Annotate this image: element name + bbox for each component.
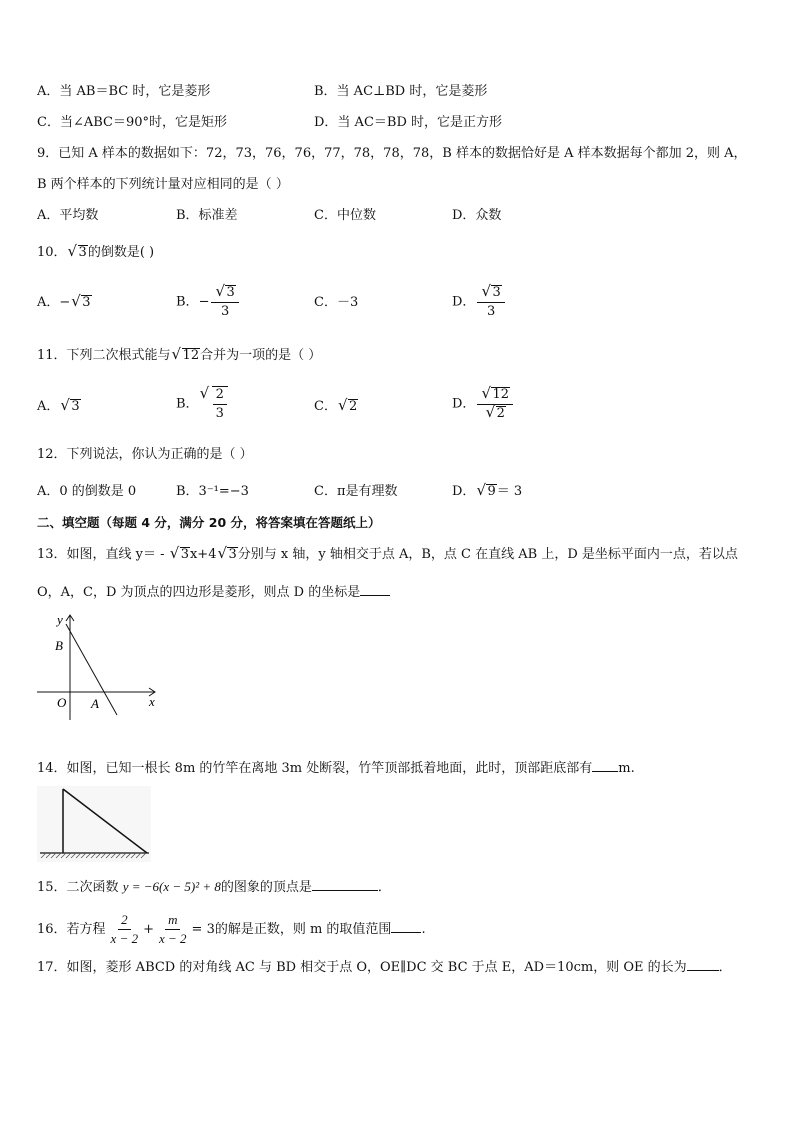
q8-option-d: D．当 AC＝BD 时，它是正方形	[314, 115, 502, 130]
q11-option-d: D． √ 12 √ 2	[452, 387, 515, 422]
q12-option-c: C．π是有理数	[314, 484, 398, 499]
q10-stem: 10．√ 3的倒数是( )	[37, 244, 154, 262]
q14-stem: 14．如图，已知一根长 8m 的竹竿在离地 3m 处断裂，竹竿顶部抵着地面，此时，顶部距底部有 m.	[37, 761, 635, 776]
q11-option-c: C．√ 2	[314, 398, 358, 416]
q12-option-b: B．3⁻¹=−3	[176, 484, 249, 499]
q8-option-a: A．当 AB＝BC 时，它是菱形	[37, 84, 211, 99]
q10-option-a: A．−√ 3	[37, 294, 92, 312]
q10-option-c: C．－3	[314, 295, 359, 310]
q13-coordinate-figure	[37, 610, 162, 722]
q10-number: 10．	[37, 245, 67, 260]
q9-option-b: B．标准差	[176, 208, 238, 223]
q15-formula: y = −6(x − 5)² + 8	[122, 879, 221, 894]
q9-option-d: D．众数	[452, 208, 502, 223]
q13-stem-line2: O，A，C，D 为顶点的四边形是菱形，则点 D 的坐标是	[37, 583, 390, 602]
q14-bamboo-figure	[37, 786, 151, 862]
q17-stem: 17．如图，菱形 ABCD 的对角线 AC 与 BD 相交于点 O，OE∥DC 交 BC 于点 E，AD＝10cm，则 OE 的长为 ．	[37, 960, 732, 975]
q11-option-b: B． √ $\frac{2}{3}$	[176, 386, 228, 422]
q11-option-a: A．√ 3	[37, 398, 81, 416]
q8-option-b: B．当 AC⊥BD 时，它是菱形	[314, 84, 488, 99]
q12-stem: 12．下列说法，你认为正确的是（ ）	[37, 447, 253, 462]
q8-option-c: C．当∠ABC＝90°时，它是矩形	[37, 115, 228, 130]
answer-blank[interactable]	[687, 958, 719, 971]
q16-stem: 16．若方程 $\frac{2}{x - 2}$ + $\frac{m}{x - 2}$ = 3的解是正数，则 m 的取值范围 .	[37, 912, 426, 946]
q13-stem-line1: 13．如图，直线 y＝ - √ 3x+4√ 3分别与 x 轴，y 轴相交于点 A，B，点 C 在直线 AB 上，D 是坐标平面内一点，若以点	[37, 546, 738, 564]
answer-blank[interactable]	[592, 759, 618, 772]
q15-stem: 15．二次函数 y = −6(x − 5)² + 8的图象的顶点是 ．	[37, 879, 391, 895]
point-a-label: A	[91, 696, 99, 711]
point-b-label: B	[55, 638, 63, 653]
q10-option-b: B．− √ $\frac{3}{3}$	[176, 285, 241, 320]
answer-blank[interactable]	[391, 920, 421, 933]
q9-stem-line1: 9．已知 A 样本的数据如下：72，73，76，76，77，78，78，78，B 样本的数据恰好是 A 样本数据每个都加 2，则 A，	[37, 146, 747, 161]
origin-label: O	[57, 695, 67, 710]
sqrt-symbol: √ 3	[69, 244, 88, 262]
q9-stem-line2: B 两个样本的下列统计量对应相同的是（ ）	[37, 177, 289, 192]
figure-background	[37, 786, 151, 862]
answer-blank[interactable]	[360, 583, 390, 596]
q12-option-d: D．√ 9＝ 3	[452, 483, 522, 501]
answer-blank[interactable]	[312, 878, 378, 891]
q9-option-a: A．平均数	[37, 208, 99, 223]
x-label: x	[149, 694, 155, 709]
q9-option-c: C．中位数	[314, 208, 376, 223]
q10-option-d: D． √ $\frac{3}{3}$	[452, 285, 507, 320]
q11-stem: 11．下列二次根式能与√ 12合并为一项的是（ ）	[37, 347, 321, 365]
section-header-fill-blank: 二、填空题（每题 4 分，满分 20 分，将答案填在答题纸上）	[37, 515, 381, 530]
q12-option-a: A．0 的倒数是 0	[37, 484, 137, 499]
y-label: y	[57, 612, 63, 627]
